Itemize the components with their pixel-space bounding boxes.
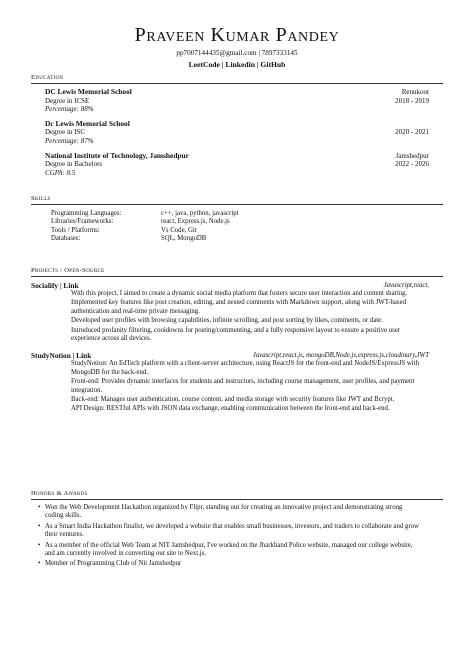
- school-name: DC Lewis Memorial School: [45, 87, 132, 96]
- skill-row: [51, 235, 443, 243]
- skill-values: Vs Code, Git: [161, 226, 197, 234]
- skill-category: Databases:: [51, 235, 81, 243]
- project-detail: Back-end: Manages user authentication, course content, and media storage with security features like JWT and Bcrypt.: [71, 396, 395, 404]
- linkedin-link[interactable]: Linkedin: [225, 60, 255, 69]
- skills-list: [31, 210, 443, 244]
- project-detail: StudyNotion: An EdTech platform with a client-server architecture, using ReactJS for the front-end and NodeJS/ExpressJS with MongoDB for the back-end.: [71, 360, 419, 376]
- location: Jamshedpur: [395, 151, 429, 160]
- degree: Degree in Bachelors: [45, 160, 103, 169]
- skill-values: react, Express.js, Node.js: [161, 218, 230, 226]
- contact-line: pp7007144435@gmail.com | 7897333145: [176, 49, 298, 57]
- location: Renukoot: [401, 88, 429, 96]
- project-tech-stack: Javascript,react,: [383, 282, 429, 289]
- link-separator: |: [219, 60, 226, 69]
- honors-list: [31, 504, 443, 569]
- project-detail: API Design: RESTful APIs with JSON data exchange, enabling communication between the front-end and back-end.: [71, 405, 390, 413]
- dates: 2018 - 2019: [395, 96, 429, 105]
- skill-category: Tools / Platforms:: [51, 226, 100, 234]
- skill-values: c++, java, python, javascript: [161, 210, 239, 217]
- list-item: • Won the Web Development Hackathon organized by Flipr, standing out for creating an innovative project and demonstrating strong coding skills.: [45, 504, 421, 521]
- degree: Degree in ICSE: [45, 96, 90, 105]
- project-detail: With this project, I aimed to create a dynamic social media platform that fosters secure user interaction and content sharing.: [71, 290, 408, 297]
- dates: 2020 - 2021: [395, 128, 429, 137]
- skills-heading: Skills: [31, 195, 443, 205]
- degree: Degree in ISC: [45, 128, 86, 137]
- project-tech-stack: Javascript,react.js, mongoDB,Node.js,express.js,cloudinary,JWT: [252, 352, 429, 360]
- skill-category: Programming Languages:: [51, 210, 122, 217]
- skill-row: [51, 218, 443, 226]
- honors-heading: Honors & Awards: [31, 490, 443, 500]
- project-detail: Front-end: Provides dynamic interfaces for students and instructors, including course management, user profiles, and payment integration.: [71, 378, 415, 394]
- project-name-link[interactable]: Socialify | Link: [31, 281, 79, 290]
- dates: 2022 - 2026: [395, 160, 429, 169]
- resume-header: [0, 24, 474, 69]
- skill-row: [51, 227, 443, 235]
- score: Percentage: 88%: [45, 105, 94, 114]
- project-detail: Introduced profanity filtering, cooldowns for posting/commenting, and a fully responsive layout to ensure a positive user experience across all devices.: [71, 326, 401, 343]
- skill-category: Libraries/Frameworks:: [51, 218, 114, 226]
- skill-row: [51, 210, 443, 218]
- score: CGPA: 8.5: [45, 168, 76, 177]
- link-separator: |: [254, 60, 261, 69]
- education-section: [31, 74, 443, 177]
- education-heading: Education: [31, 74, 443, 84]
- candidate-name: Praveen Kumar Pandey: [134, 24, 340, 46]
- github-link[interactable]: GitHub: [260, 60, 286, 69]
- skills-section: [31, 195, 443, 244]
- profile-links: [0, 60, 474, 69]
- score: Percentage: 87%: [45, 136, 94, 145]
- list-item: • Member of Programming Club of Nit Jamshedpur: [45, 560, 421, 568]
- school-name: Dc Lewis Memorial School: [45, 118, 130, 128]
- list-item: • As a Smart India Hackathon finalist, we developed a website that enables small businesses, investors, and traders to collaborate and grow their ventures.: [45, 523, 421, 540]
- education-entry: [31, 120, 443, 146]
- projects-heading: Projects / Open-Source: [31, 267, 443, 277]
- education-entry: [31, 88, 443, 114]
- list-item: • As a member of the official Web Team at NIT Jamshedpur, I've worked on the Jharkhand Police website, managed our college website, and am currently involved in converting our site to Next.js.: [45, 542, 421, 559]
- project-name-link[interactable]: StudyNotion | Link: [31, 351, 92, 361]
- projects-section: [31, 267, 443, 415]
- honors-section: [31, 490, 443, 571]
- project-detail: Developed user profiles with browsing capabilities, infinite scrolling, and post sorting by likes, comments, or date.: [71, 317, 383, 325]
- education-entry: [31, 152, 443, 178]
- project-entry: [31, 351, 443, 413]
- school-name: National Institute of Technology, Jamshedpur: [45, 150, 189, 160]
- skill-values: SQL, MongoDB: [161, 235, 207, 243]
- project-entry: [31, 281, 443, 343]
- project-detail: Implemented key features like post creation, editing, and nested comments with Markdown support, along with JWT-based authentication and real-time private messaging.: [71, 299, 406, 315]
- leetcode-link[interactable]: LeetCode: [188, 60, 220, 69]
